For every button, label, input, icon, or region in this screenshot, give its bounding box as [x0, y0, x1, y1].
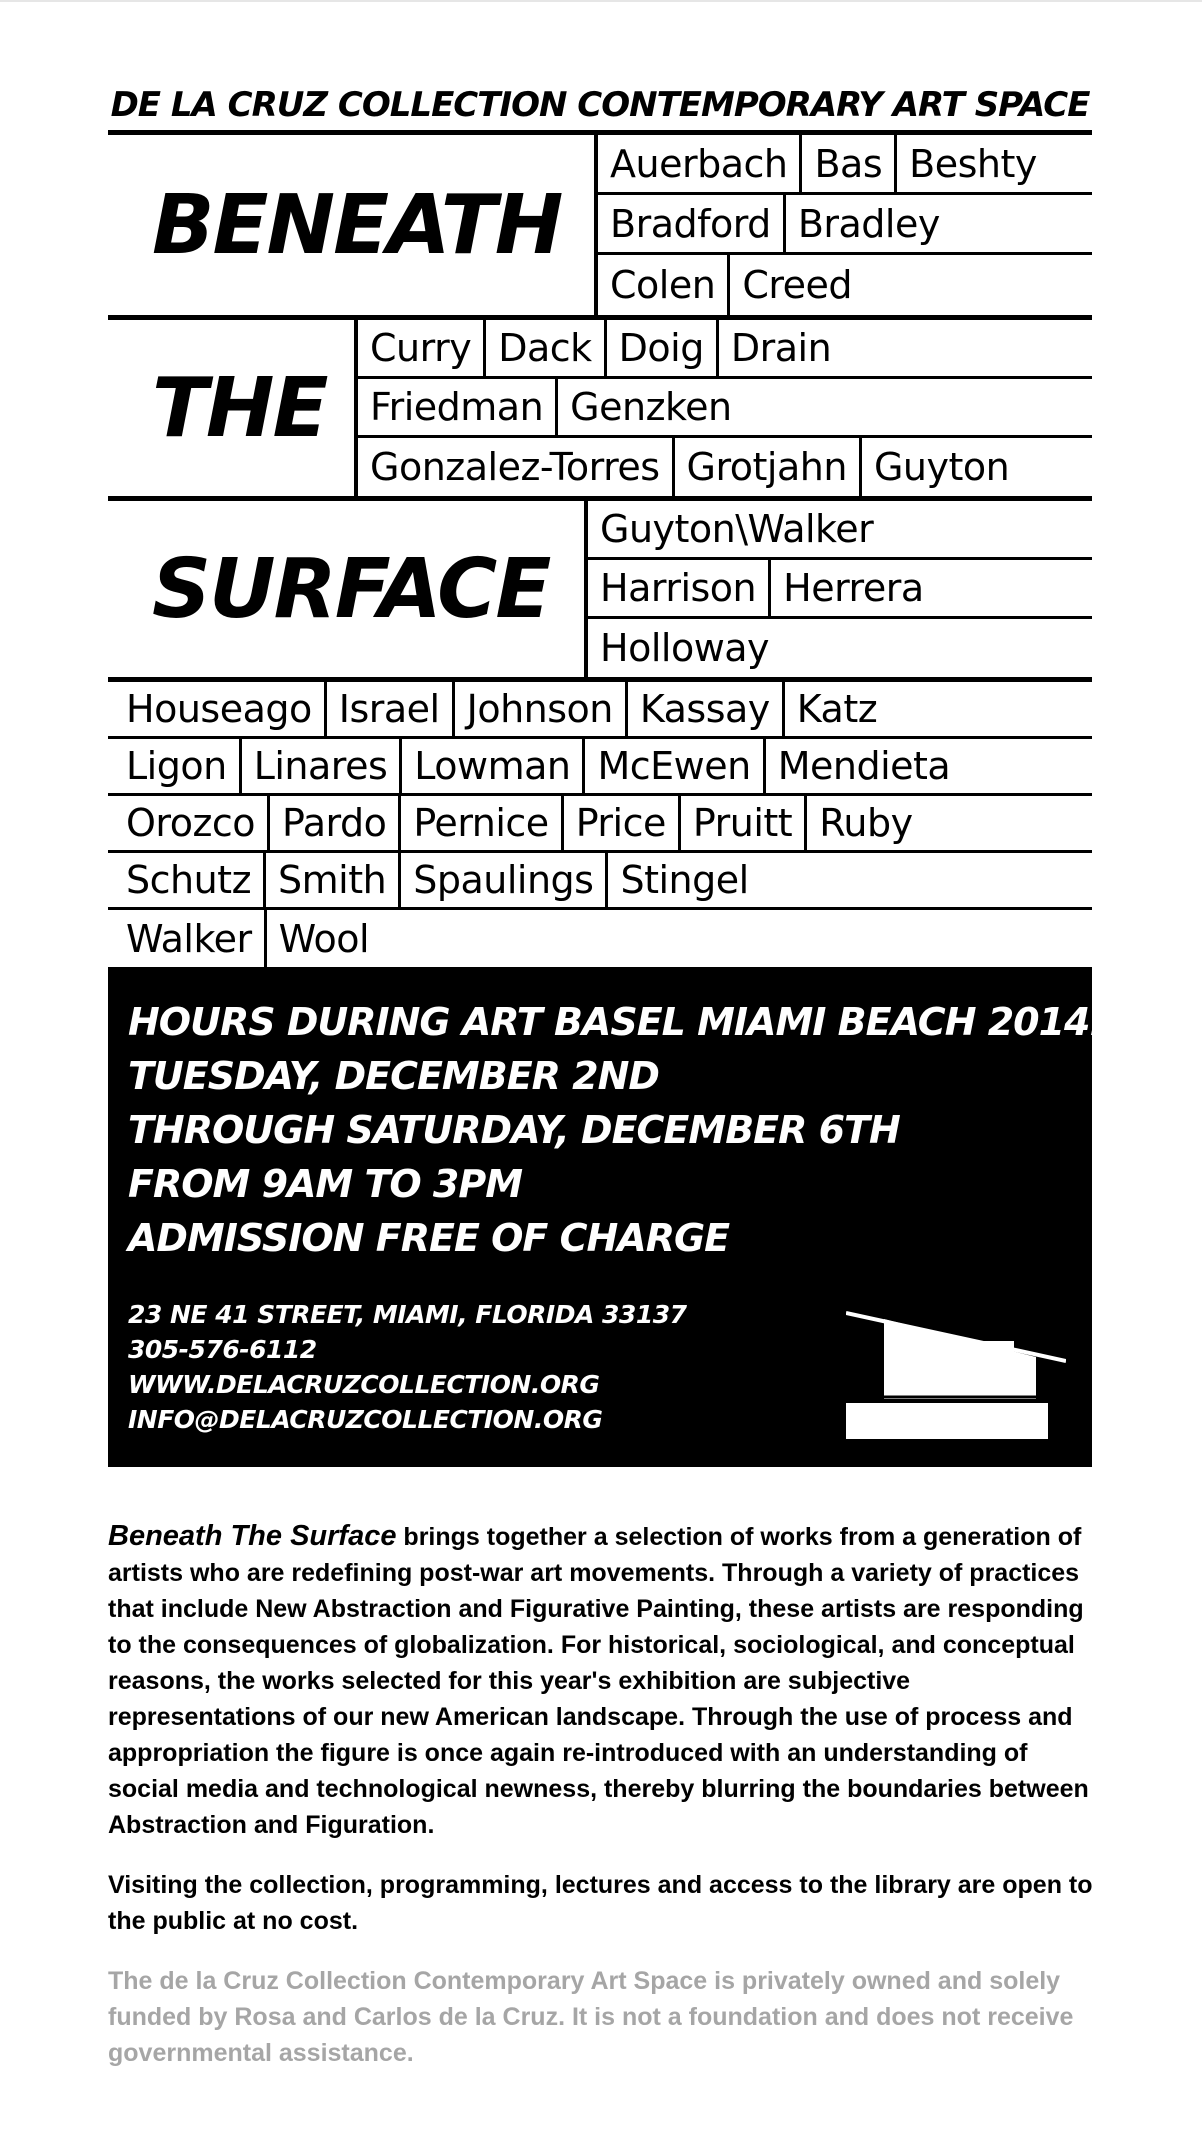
website: WWW.DELACRUZCOLLECTION.ORG: [128, 1370, 600, 1399]
artist-name: Grotjahn: [675, 438, 862, 496]
artist-name: Linares: [242, 739, 403, 793]
artist-name: McEwen: [585, 739, 765, 793]
artist-name: Guyton: [873, 445, 1010, 489]
header-title: DE LA CRUZ COLLECTION CONTEMPORARY ART SPACE: [110, 85, 1090, 125]
artist-row: [598, 135, 1092, 195]
artist-name: Herrera: [783, 566, 924, 610]
artist-name: Drain: [730, 326, 832, 370]
phone: 305-576-6112: [128, 1335, 317, 1364]
artist-name: Kassay: [628, 682, 785, 736]
artist-list-surface: [588, 501, 1092, 677]
artist-name: Smith: [266, 853, 401, 907]
artist-name: Pruitt: [681, 796, 807, 850]
artist-name: Genzken: [570, 385, 732, 429]
artist-name: Houseago: [108, 682, 327, 736]
artist-name: Pardo: [270, 796, 401, 850]
artist-name: Dack: [486, 320, 606, 376]
funding-paragraph: The de la Cruz Collection Contemporary Art Space is privately owned and solely funded by Rosa and Carlos de la Cruz. It is not a foundation and does not receive governmental assistance.: [108, 1967, 1074, 2067]
hours-line: FROM 9AM TO 3PM: [128, 1162, 523, 1206]
hours-line: TUESDAY, DECEMBER 2ND: [128, 1054, 659, 1098]
artist-name: Colen: [598, 255, 730, 315]
artist-row: [108, 853, 1092, 910]
artist-list-beneath: [598, 135, 1092, 315]
artist-name: Pernice: [401, 796, 563, 850]
artist-row: [108, 910, 1092, 967]
artist-name: Ligon: [108, 739, 242, 793]
description-body: brings together a selection of works from a generation of artists who are redefining post-war art movements. Through a variety of practices that include New Abstraction and Figurative Painting, these artists are responding to the consequences of globalization. For historical, sociological, and conceptual reasons, the works selected for this year's exhibition are subjective representations of our new American landscape. Through the use of process and appropriation the figure is once again re-introduced with an understanding of social media and technological newness, thereby blurring the boundaries between Abstraction and Figuration.: [108, 1523, 1089, 1839]
artist-row: [108, 739, 1092, 796]
artist-row: [358, 438, 1092, 496]
artist-name: Bas: [802, 135, 897, 192]
artist-name: Stingel: [620, 858, 749, 902]
artist-name: Guyton\Walker: [600, 507, 874, 551]
title-word-beneath: BENEATH: [108, 135, 598, 315]
artist-name: Gonzalez-Torres: [358, 438, 675, 496]
artist-name: Holloway: [600, 626, 770, 670]
artist-row: [108, 682, 1092, 739]
contact-block: [128, 1297, 687, 1437]
artist-name: Wool: [278, 916, 370, 961]
beneath-block: [108, 135, 1092, 315]
description: [108, 1518, 1098, 2071]
artist-name: Schutz: [108, 853, 266, 907]
artist-row: [588, 560, 1092, 619]
description-paragraph: [108, 1518, 1098, 1843]
title-word-surface: SURFACE: [108, 501, 588, 677]
artist-name: Walker: [108, 910, 267, 967]
artist-name: Bradford: [598, 195, 786, 252]
title-word-the: THE: [108, 320, 358, 496]
artist-name: Ruby: [819, 801, 913, 845]
surface-block: [108, 501, 1092, 677]
building-icon: [846, 1307, 1066, 1447]
artist-name: Katz: [796, 687, 878, 731]
artist-row: [358, 320, 1092, 379]
address: 23 NE 41 STREET, MIAMI, FLORIDA 33137: [128, 1300, 687, 1329]
top-divider: [0, 0, 1202, 2]
exhibition-poster: [108, 80, 1104, 1467]
artist-name: Beshty: [909, 141, 1037, 186]
artist-name: Lowman: [402, 739, 585, 793]
hours-line: THROUGH SATURDAY, DECEMBER 6TH: [128, 1108, 900, 1152]
artist-name: Creed: [742, 263, 853, 307]
artist-name: Price: [564, 796, 681, 850]
artist-name: Auerbach: [598, 135, 802, 192]
artist-name: Friedman: [358, 379, 558, 435]
artist-row: [588, 619, 1092, 677]
hours-panel: [108, 967, 1104, 1467]
artist-name: Harrison: [588, 560, 771, 616]
artist-row: [108, 796, 1092, 853]
visiting-paragraph: Visiting the collection, programming, lectures and access to the library are open to the public at no cost.: [108, 1871, 1093, 1935]
artist-row: [598, 195, 1092, 255]
artist-name: Mendieta: [777, 744, 951, 788]
artist-name: Curry: [358, 320, 486, 376]
artist-name: Johnson: [455, 682, 628, 736]
exhibition-title: Beneath The Surface: [108, 1520, 397, 1552]
artist-name: Spaulings: [401, 853, 608, 907]
artist-row: [588, 501, 1092, 560]
artist-row: [598, 255, 1092, 315]
hours-heading: HOURS DURING ART BASEL MIAMI BEACH 2014:: [128, 1000, 1104, 1044]
artist-row: [358, 379, 1092, 438]
artist-list-the: [358, 320, 1092, 496]
artist-name: Bradley: [797, 201, 940, 246]
artist-name: Israel: [327, 682, 455, 736]
admission-line: ADMISSION FREE OF CHARGE: [128, 1216, 730, 1260]
artist-name: Orozco: [108, 796, 270, 850]
artist-name: Doig: [607, 320, 719, 376]
email: INFO@DELACRUZCOLLECTION.ORG: [128, 1405, 603, 1434]
the-block: [108, 320, 1092, 496]
